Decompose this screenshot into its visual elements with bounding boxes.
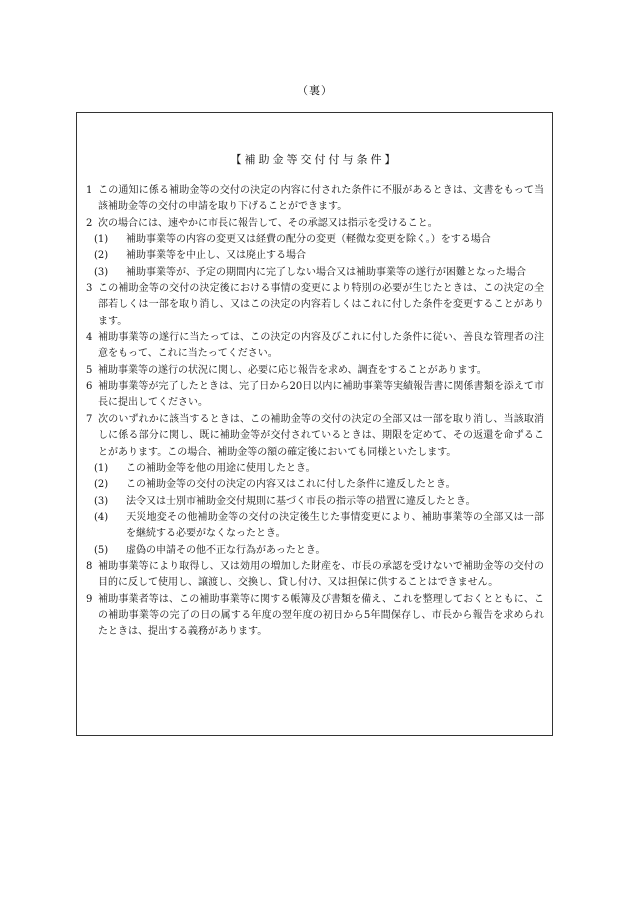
clause-9 <box>86 592 544 641</box>
clause-3 <box>86 281 544 330</box>
clause-number: 1 <box>86 185 93 196</box>
item-number: (1) <box>94 234 109 246</box>
item-number: (3) <box>94 495 109 507</box>
item-text: この補助金等の交付の決定の内容又はこれに付した条件に違反したとき。 <box>126 479 456 491</box>
item-text: 法令又は士別市補助金交付規則に基づく市長の指示等の措置に違反したとき。 <box>126 495 476 507</box>
clause-text: 次の場合には、速やかに市長に報告して、その承認又は指示を受けること。 <box>98 217 438 229</box>
clause-number: 4 <box>86 332 93 344</box>
item-text: この補助金等を他の用途に使用したとき。 <box>126 462 316 474</box>
list-item <box>86 543 544 559</box>
item-text: 天災地変その他補助金等の交付の決定後生じた事情変更により、補助事業等の全部又は一部を継続する必要がなくなったとき。 <box>126 511 544 540</box>
list-item <box>86 510 544 543</box>
clause-text: この補助金等の交付の決定後における事情の変更により特別の必要が生じたときは、この決定の全部若しくは一部を取り消し、又はこの決定の内容若しくはこれに付した条件を変更することがあります。 <box>98 283 544 327</box>
item-text: 虚偽の申請その他不正な行為があったとき。 <box>126 544 326 556</box>
list-item <box>86 232 544 248</box>
page-label: （裏） <box>297 84 333 97</box>
clause-number: 8 <box>86 560 93 572</box>
conditions-box <box>76 112 553 736</box>
clause-number: 9 <box>86 593 93 605</box>
clause-text: この通知に係る補助金等の交付の決定の内容に付された条件に不服があるときは、文書をもって当該補助金等の交付の申請を取り下げることができます。 <box>98 185 544 213</box>
item-number: (2) <box>94 479 109 491</box>
clause-text: 補助事業等が完了したときは、完了日から20日以内に補助事業等実績報告書に関係書類を添えて市長に提出してください。 <box>98 381 544 409</box>
clause-number: 3 <box>86 283 93 295</box>
list-item <box>86 477 544 493</box>
clause-number: 7 <box>86 413 93 425</box>
list-item <box>86 461 544 477</box>
item-text: 補助事業等が、予定の期間内に完了しない場合又は補助事業等の遂行が困難となった場合 <box>126 266 526 278</box>
item-number: (4) <box>94 511 109 523</box>
list-item <box>86 248 544 264</box>
clause-7 <box>86 412 544 559</box>
clause-6 <box>86 379 544 412</box>
item-text: 補助事業等の内容の変更又は経費の配分の変更（軽微な変更を除く。）をする場合 <box>126 234 491 246</box>
clause-number: 5 <box>86 364 93 376</box>
clause-text: 補助事業等の遂行に当たっては、この決定の内容及びこれに付した条件に従い、善良な管理者の注意をもって、これに当たってください。 <box>98 332 544 360</box>
item-number: (5) <box>94 544 109 556</box>
clause-1 <box>86 183 544 216</box>
list-item <box>86 494 544 510</box>
item-number: (1) <box>94 462 109 474</box>
clause-number: 2 <box>86 217 93 229</box>
list-item <box>86 265 544 281</box>
item-number: (3) <box>94 266 109 278</box>
clause-number: 6 <box>86 381 93 393</box>
clause-2 <box>86 216 544 281</box>
clause-text: 補助事業等により取得し、又は効用の増加した財産を、市長の承認を受けないで補助金等の交付の目的に反して使用し、譲渡し、交換し、貸し付け、又は担保に供することはできません。 <box>98 560 544 589</box>
clause-5 <box>86 363 544 379</box>
clause-2-items <box>86 232 544 281</box>
clause-text: 補助事業者等は、この補助事業等に関する帳簿及び書類を備え、これを整理しておくとともに、この補助事業等の完了の日の属する年度の翌年度の初日から5年間保存し、市長から報告を求められたときは、提出する義務があります。 <box>98 593 544 638</box>
clause-text: 補助事業等の遂行の状況に関し、必要に応じ報告を求め、調査をすることがあります。 <box>98 364 487 376</box>
item-number: (2) <box>94 250 109 262</box>
clause-text: 次のいずれかに該当するときは、この補助金等の交付の決定の全部又は一部を取り消し、当該取消しに係る部分に関し、既に補助金等が交付されているときは、期限を定めて、その返還を命ずることがあります。この場合、補助金等の額の確定後においても同様といたします。 <box>98 413 544 458</box>
clause-8 <box>86 559 544 592</box>
clause-4 <box>86 330 544 363</box>
document-title: 【補助金等交付付与条件】 <box>230 153 399 166</box>
clause-7-items <box>86 461 544 559</box>
item-text: 補助事業等を中止し、又は廃止する場合 <box>126 250 306 262</box>
clause-list <box>86 183 544 641</box>
